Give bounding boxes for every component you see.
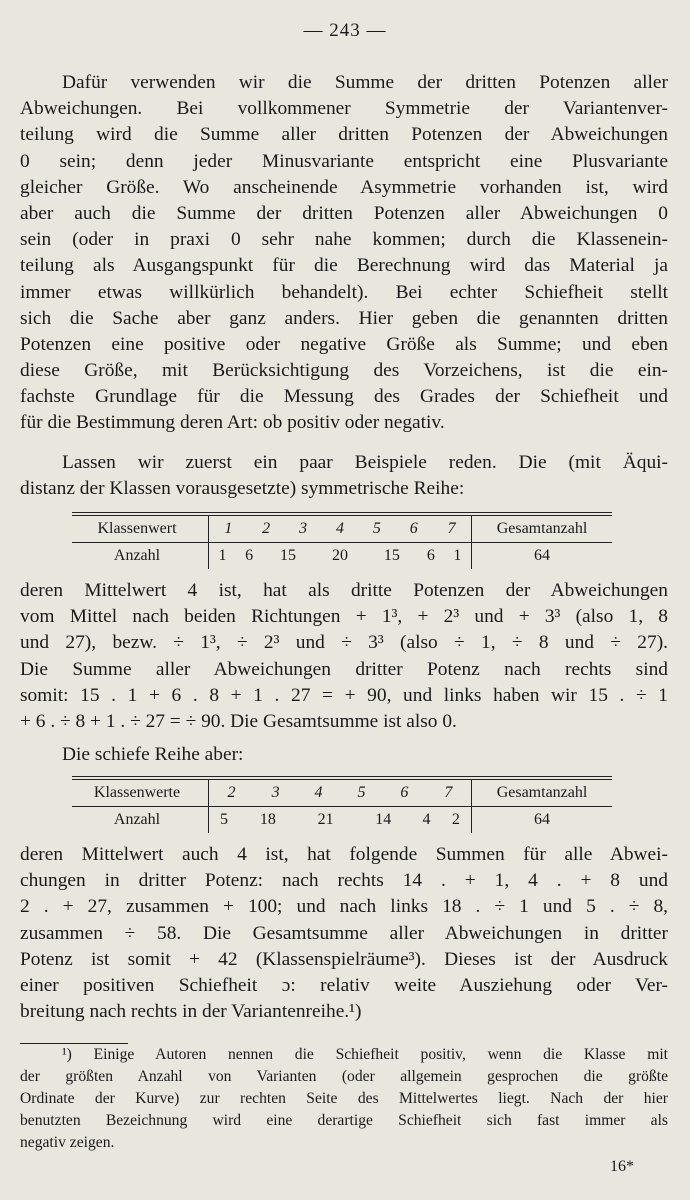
skewed-series-table xyxy=(72,776,612,833)
count-value: 1 xyxy=(453,547,462,564)
footnote-line: ¹) Einige Autoren nennen die Schiefheit positiv, wenn die Klasse mit xyxy=(62,1046,668,1063)
total-header: Gesamtanzahl xyxy=(472,516,613,542)
text-line: fachste Grundlage für die Messung des Grades der Schiefheit und xyxy=(20,386,668,408)
text-line: teilung als Ausgangspunkt für die Berechnung wird das Material ja xyxy=(20,255,668,277)
count-value: 20 xyxy=(331,547,348,564)
class-value: 6 xyxy=(400,784,409,801)
text-line: sich die Sache aber ganz anders. Hier geben die genannten dritten xyxy=(20,307,668,329)
class-value: 7 xyxy=(444,784,453,801)
paragraph-2 xyxy=(20,450,668,502)
table-header-label: Klassenwerte xyxy=(72,780,209,806)
class-value: 2 xyxy=(227,784,236,801)
text-line: sein (oder in praxi 0 sehr nahe kommen; durch die Klassenein- xyxy=(20,229,668,251)
footnote xyxy=(20,1044,668,1154)
class-value: 3 xyxy=(271,784,280,801)
text-line: vom Mittel nach beiden Richtungen + 1³, + 2³ und + 3³ (also 1, 8 xyxy=(20,606,668,628)
paragraph-1 xyxy=(20,70,668,437)
text-line: 2 . + 27, zusammen + 100; und nach links 18 . ÷ 1 und 5 . ÷ 8, xyxy=(20,896,668,918)
text-line: Die Summe aller Abweichungen dritter Potenz nach rechts sind xyxy=(20,658,668,680)
paragraph-5 xyxy=(20,842,668,1025)
count-value: 14 xyxy=(375,811,392,828)
count-value: 15 xyxy=(383,547,400,564)
text-line: diese Größe, mit Berücksichtigung des Vorzeichens, ist die ein- xyxy=(20,360,668,382)
text-line: + 6 . ÷ 8 + 1 . ÷ 27 = ÷ 90. Die Gesamtsumme ist also 0. xyxy=(20,710,457,732)
text-line: Potenz ist somit + 42 (Klassenspielräume³). Dieses ist der Ausdruck xyxy=(20,948,668,970)
text-line: zusammen ÷ 58. Die Gesamtsumme aller Abweichungen in dritter xyxy=(20,922,668,944)
footnote-line: negativ zeigen. xyxy=(20,1134,115,1151)
count-value: 1 xyxy=(218,547,227,564)
class-value: 4 xyxy=(314,784,323,801)
signature-mark: 16* xyxy=(610,1158,634,1175)
count-value: 18 xyxy=(259,811,276,828)
table-header-row xyxy=(72,780,612,806)
count-value: 5 xyxy=(220,811,229,828)
count-value: 6 xyxy=(426,547,435,564)
class-value: 5 xyxy=(357,784,366,801)
paragraph-4 xyxy=(20,742,668,768)
total-value: 64 xyxy=(472,543,613,569)
count-value: 2 xyxy=(451,811,460,828)
page-number: — 243 — xyxy=(303,20,387,41)
text-line: somit: 15 . 1 + 6 . 8 + 1 . 27 = + 90, und links haben wir 15 . ÷ 1 xyxy=(20,684,668,706)
class-value: 6 xyxy=(409,520,418,537)
table-row xyxy=(72,807,612,833)
text-line: 0 sein; denn jeder Minusvariante entspricht eine Plusvariante xyxy=(20,150,668,172)
class-value: 2 xyxy=(262,520,271,537)
text-line: distanz der Klassen vorausgesetzte) symmetrische Reihe: xyxy=(20,478,465,500)
count-value: 6 xyxy=(245,547,254,564)
table-header-label: Klassenwert xyxy=(72,516,209,542)
text-line: einer positiven Schiefheit ɔ: relativ weite Ausziehung oder Ver- xyxy=(20,974,668,996)
text-line: und 27), bezw. ÷ 1³, ÷ 2³ und ÷ 3³ (also ÷ 1, ÷ 8 und ÷ 27). xyxy=(20,632,668,654)
row-label: Anzahl xyxy=(72,807,209,833)
footnote-line: der größten Anzahl von Varianten (oder allgemein gesprochen die größte xyxy=(20,1068,668,1085)
table-row xyxy=(72,543,612,569)
text-line: deren Mittelwert 4 ist, hat als dritte Potenzen der Abweichungen xyxy=(20,580,668,601)
count-value: 4 xyxy=(422,811,431,828)
symmetric-series-table xyxy=(72,512,612,569)
text-line: für die Bestimmung deren Art: ob positiv oder negativ. xyxy=(20,412,445,434)
text-line: Abweichungen. Bei vollkommener Symmetrie der Variantenver- xyxy=(20,98,668,120)
text-line: Die schiefe Reihe aber: xyxy=(62,744,244,765)
count-value: 15 xyxy=(280,547,297,564)
text-line: chungen in dritter Potenz: nach rechts 14 . + 1, 4 . + 8 und xyxy=(20,870,668,892)
footnote-line: benutzten Bezeichnung wird eine derartige Schiefheit sich fast immer als xyxy=(20,1112,668,1129)
text-line: gleicher Größe. Wo anscheinende Asymmetrie vorhanden ist, wird xyxy=(20,176,668,198)
text-line: aber auch die Summe der dritten Potenzen aller Abweichungen 0 xyxy=(20,202,668,224)
text-line: Dafür verwenden wir die Summe der dritten Potenzen aller xyxy=(62,72,668,93)
text-line: Lassen wir zuerst ein paar Beispiele reden. Die (mit Äqui- xyxy=(62,452,668,473)
row-label: Anzahl xyxy=(72,543,209,569)
table-header-row xyxy=(72,516,612,542)
total-value: 64 xyxy=(472,807,613,833)
text-line: Potenzen eine positive oder negative Größe als Summe; und eben xyxy=(20,333,668,355)
text-line: immer etwas willkürlich behandelt). Bei echter Schiefheit stellt xyxy=(20,281,668,303)
text-line: teilung wird die Summe aller dritten Potenzen der Abweichungen xyxy=(20,124,668,146)
class-value: 7 xyxy=(447,520,456,537)
text-line: breitung nach rechts in der Variantenreihe.¹) xyxy=(20,1001,362,1023)
class-value: 4 xyxy=(335,520,344,537)
class-value: 1 xyxy=(224,520,233,537)
class-value: 5 xyxy=(372,520,381,537)
text-line: deren Mittelwert auch 4 ist, hat folgende Summen für alle Abwei- xyxy=(20,844,668,865)
count-value: 21 xyxy=(317,811,334,828)
footnote-line: Ordinate der Kurve) zur rechten Seite des Mittelwertes liegt. Nach der hier xyxy=(20,1090,668,1107)
class-value: 3 xyxy=(299,520,308,537)
paragraph-3 xyxy=(20,578,668,735)
total-header: Gesamtanzahl xyxy=(472,780,613,806)
